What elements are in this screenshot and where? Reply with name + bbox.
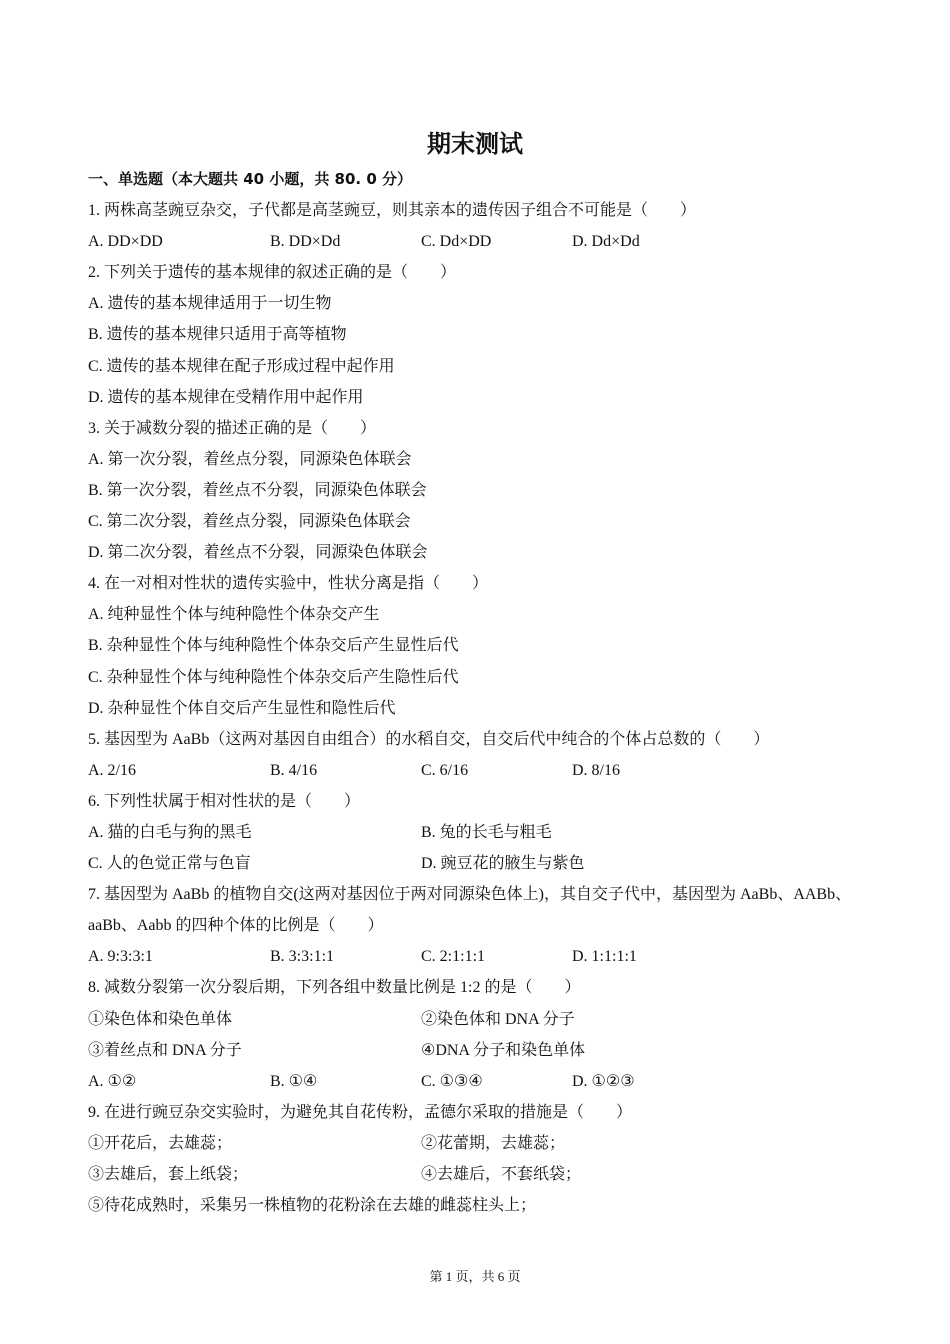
answer-option: D. 豌豆花的腋生与紫色 (421, 855, 585, 873)
question-stem: 2. 下列关于遗传的基本规律的叙述正确的是（ ） (88, 264, 457, 282)
statement-item: ③着丝点和 DNA 分子 (88, 1041, 242, 1059)
question-stem: 3. 关于减数分裂的描述正确的是（ ） (88, 419, 377, 437)
answer-option: A. 遗传的基本规律适用于一切生物 (88, 295, 332, 313)
answer-option: D. Dd×Dd (572, 233, 640, 251)
question-stem: 6. 下列性状属于相对性状的是（ ） (88, 792, 361, 810)
answer-option: A. 2/16 (88, 761, 136, 779)
statement-item-row (88, 1035, 868, 1066)
answer-option: D. 1:1:1:1 (572, 948, 637, 966)
answer-option: B. 遗传的基本规律只适用于高等植物 (88, 326, 347, 344)
page-footer: 第 1 页，共 6 页 (429, 1269, 521, 1284)
answer-option: A. DD×DD (88, 233, 163, 251)
answer-option: B. ①④ (270, 1072, 318, 1090)
statement-item: ②花蕾期，去雄蕊； (421, 1134, 566, 1152)
answer-option: D. ①②③ (572, 1072, 635, 1090)
answer-option: D. 遗传的基本规律在受精作用中起作用 (88, 388, 364, 406)
statement-item-row (88, 1004, 868, 1035)
answer-option: C. 杂种显性个体与纯种隐性个体杂交后产生隐性后代 (88, 668, 459, 686)
answer-option: D. 第二次分裂，着丝点不分裂，同源染色体联会 (88, 544, 428, 562)
answer-option: B. 杂种显性个体与纯种隐性个体杂交后产生显性后代 (88, 637, 459, 655)
question-list (88, 164, 868, 1221)
answer-option-row (88, 226, 868, 257)
statement-item: ①开花后，去雄蕊； (88, 1134, 233, 1152)
answer-option-row (88, 848, 868, 879)
statement-item: ⑤待花成熟时，采集另一株植物的花粉涂在去雄的雌蕊柱头上； (88, 1197, 537, 1215)
answer-option: B. 4/16 (270, 761, 318, 779)
question-stem: 5. 基因型为 AaBb（这两对基因自由组合）的水稻自交，自交后代中纯合的个体占总数的（ ） (88, 730, 770, 748)
statement-item: ③去雄后，套上纸袋； (88, 1166, 249, 1183)
answer-option-row (88, 1066, 868, 1097)
answer-option: C. 遗传的基本规律在配子形成过程中起作用 (88, 357, 395, 375)
question-stem: 1. 两株高茎豌豆杂交，子代都是高茎豌豆，则其亲本的遗传因子组合不可能是（ ） (88, 202, 697, 220)
statement-item: ④去雄后，不套纸袋； (421, 1166, 582, 1183)
answer-option: B. 3:3:1:1 (270, 948, 335, 966)
answer-option: A. ①② (88, 1072, 137, 1090)
statement-item-row (88, 1159, 868, 1190)
answer-option: C. 2:1:1:1 (421, 948, 486, 966)
answer-option: A. 猫的白毛与狗的黑毛 (88, 823, 252, 841)
question-stem: 9. 在进行豌豆杂交实验时，为避免其自花传粉，孟德尔采取的措施是（ ） (88, 1103, 633, 1121)
question-stem: aaBb、Aabb 的四种个体的比例是（ ） (88, 917, 384, 935)
answer-option: C. 6/16 (421, 761, 469, 779)
answer-option: D. 8/16 (572, 761, 620, 779)
answer-option: B. 第一次分裂，着丝点不分裂，同源染色体联会 (88, 481, 427, 499)
document-title: 期末测试 (427, 130, 523, 158)
statement-item: ①染色体和染色单体 (88, 1010, 233, 1028)
statement-item: ②染色体和 DNA 分子 (421, 1010, 575, 1028)
answer-option: B. 兔的长毛与粗毛 (421, 823, 552, 841)
answer-option: A. 纯种显性个体与纯种隐性个体杂交产生 (88, 606, 380, 624)
answer-option: C. Dd×DD (421, 233, 492, 251)
question-stem: 7. 基因型为 AaBb 的植物自交(这两对基因位于两对同源染色体上)，其自交子代中，基因型为 AaBb、AABb、 (88, 886, 852, 904)
statement-item: ④DNA 分子和染色单体 (421, 1041, 586, 1059)
section-heading: 一、单选题（本大题共 40 小题，共 80. 0 分） (88, 170, 412, 188)
answer-option: C. 人的色觉正常与色盲 (88, 855, 251, 873)
answer-option-row (88, 755, 868, 786)
answer-option: A. 9:3:3:1 (88, 948, 153, 966)
answer-option: C. ①③④ (421, 1072, 483, 1090)
answer-option: C. 第二次分裂，着丝点分裂，同源染色体联会 (88, 513, 411, 531)
answer-option-row (88, 817, 868, 848)
answer-option: A. 第一次分裂，着丝点分裂，同源染色体联会 (88, 450, 412, 468)
answer-option-row (88, 941, 868, 972)
answer-option: B. DD×Dd (270, 233, 341, 251)
statement-item-row (88, 1128, 868, 1159)
question-stem: 4. 在一对相对性状的遗传实验中，性状分离是指（ ） (88, 575, 489, 593)
answer-option: D. 杂种显性个体自交后产生显性和隐性后代 (88, 699, 396, 717)
question-stem: 8. 减数分裂第一次分裂后期，下列各组中数量比例是 1:2 的是（ ） (88, 979, 581, 997)
